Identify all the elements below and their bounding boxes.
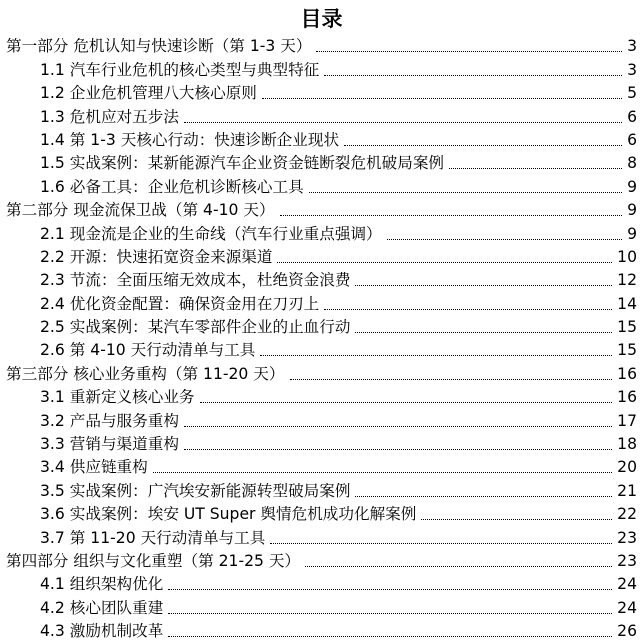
toc-page-number: 5: [627, 84, 637, 103]
toc-page-number: 14: [617, 294, 637, 313]
dot-leader: [305, 566, 612, 567]
dot-leader: [168, 636, 612, 637]
dot-leader: [344, 145, 622, 146]
toc-section-entry[interactable]: [0, 385, 643, 408]
dot-leader: [280, 215, 622, 216]
toc-page-number: 22: [617, 505, 637, 524]
toc-page-number: 9: [627, 177, 637, 196]
toc-entry-title: 2.3 节流：全面压缩无效成本，杜绝资金浪费: [40, 271, 351, 290]
toc-entry-title: 2.2 开源：快速拓宽资金来源渠道: [40, 247, 273, 266]
toc-entry-title: 第一部分 危机认知与快速诊断（第 1-3 天）: [6, 37, 312, 56]
toc-entry-title: 1.4 第 1-3 天核心行动：快速诊断企业现状: [40, 130, 340, 149]
dot-leader: [309, 192, 622, 193]
toc-entry-title: 3.2 产品与服务重构: [40, 411, 179, 430]
dot-leader: [355, 332, 612, 333]
toc-section-entry[interactable]: [0, 174, 643, 197]
dot-leader: [355, 285, 612, 286]
table-of-contents: [0, 34, 643, 642]
toc-entry-title: 2.6 第 4-10 天行动清单与工具: [40, 341, 256, 360]
toc-entry-title: 第三部分 核心业务重构（第 11-20 天）: [6, 364, 285, 383]
toc-entry-title: 1.1 汽车行业危机的核心类型与典型特征: [40, 60, 320, 79]
toc-section-entry[interactable]: [0, 455, 643, 478]
toc-page-number: 3: [627, 37, 637, 56]
toc-page-number: 18: [617, 435, 637, 454]
toc-page-number: 8: [627, 154, 637, 173]
toc-entry-title: 4.1 组织架构优化: [40, 575, 164, 594]
toc-page-number: 21: [617, 481, 637, 500]
toc-page-number: 9: [627, 201, 637, 220]
toc-entry-title: 3.4 供应链重构: [40, 458, 148, 477]
toc-page-number: 6: [627, 107, 637, 126]
toc-section-entry[interactable]: [0, 619, 643, 642]
dot-leader: [200, 402, 612, 403]
toc-entry-title: 1.2 企业危机管理八大核心原则: [40, 84, 257, 103]
toc-page-number: 3: [627, 60, 637, 79]
dot-leader: [449, 168, 622, 169]
toc-page-number: 9: [627, 224, 637, 243]
toc-page-number: 12: [617, 271, 637, 290]
toc-section-entry[interactable]: [0, 338, 643, 361]
toc-entry-title: 2.4 优化资金配置：确保资金用在刀刃上: [40, 294, 320, 313]
toc-section-entry[interactable]: [0, 525, 643, 548]
toc-entry-title: 2.5 实战案例：某汽车零部件企业的止血行动: [40, 318, 351, 337]
toc-page-number: 15: [617, 318, 637, 337]
toc-page-number: 16: [617, 364, 637, 383]
toc-entry-title: 4.3 激励机制改革: [40, 622, 164, 641]
toc-section-entry[interactable]: [0, 595, 643, 618]
toc-part-entry[interactable]: [0, 34, 643, 57]
toc-section-entry[interactable]: [0, 81, 643, 104]
toc-page-number: 6: [627, 130, 637, 149]
toc-section-entry[interactable]: [0, 104, 643, 127]
toc-page-number: 10: [617, 247, 637, 266]
toc-entry-title: 3.6 实战案例：埃安 UT Super 舆情危机成功化解案例: [40, 505, 417, 524]
dot-leader: [316, 51, 622, 52]
dot-leader: [168, 613, 612, 614]
toc-entry-title: 1.3 危机应对五步法: [40, 107, 179, 126]
toc-section-entry[interactable]: [0, 268, 643, 291]
toc-section-entry[interactable]: [0, 478, 643, 501]
dot-leader: [184, 122, 622, 123]
toc-section-entry[interactable]: [0, 408, 643, 431]
dot-leader: [355, 496, 612, 497]
toc-entry-title: 3.1 重新定义核心业务: [40, 388, 195, 407]
toc-entry-title: 3.3 营销与渠道重构: [40, 435, 179, 454]
dot-leader: [277, 262, 612, 263]
toc-page-number: 23: [617, 551, 637, 570]
toc-page-number: 16: [617, 388, 637, 407]
toc-section-entry[interactable]: [0, 502, 643, 525]
toc-entry-title: 3.7 第 11-20 天行动清单与工具: [40, 528, 266, 547]
toc-section-entry[interactable]: [0, 572, 643, 595]
toc-part-entry[interactable]: [0, 361, 643, 384]
toc-page-number: 20: [617, 458, 637, 477]
toc-page-number: 15: [617, 341, 637, 360]
toc-section-entry[interactable]: [0, 221, 643, 244]
dot-leader: [270, 543, 612, 544]
dot-leader: [168, 589, 612, 590]
toc-section-entry[interactable]: [0, 245, 643, 268]
dot-leader: [421, 519, 612, 520]
toc-entry-title: 3.5 实战案例：广汽埃安新能源转型破局案例: [40, 481, 351, 500]
toc-title: 目录: [300, 7, 343, 31]
toc-section-entry[interactable]: [0, 128, 643, 151]
toc-section-entry[interactable]: [0, 291, 643, 314]
toc-entry-title: 第二部分 现金流保卫战（第 4-10 天）: [6, 201, 275, 220]
toc-section-entry[interactable]: [0, 315, 643, 338]
toc-page-number: 24: [617, 575, 637, 594]
toc-entry-title: 4.2 核心团队重建: [40, 598, 164, 617]
toc-section-entry[interactable]: [0, 57, 643, 80]
dot-leader: [324, 309, 612, 310]
toc-entry-title: 1.6 必备工具：企业危机诊断核心工具: [40, 177, 304, 196]
toc-part-entry[interactable]: [0, 549, 643, 572]
toc-entry-title: 1.5 实战案例：某新能源汽车企业资金链断裂危机破局案例: [40, 154, 445, 173]
toc-entry-title: 2.1 现金流是企业的生命线（汽车行业重点强调）: [40, 224, 382, 243]
toc-entry-title: 第四部分 组织与文化重塑（第 21-25 天）: [6, 551, 301, 570]
dot-leader: [153, 472, 612, 473]
toc-page-number: 24: [617, 598, 637, 617]
dot-leader: [262, 98, 622, 99]
toc-section-entry[interactable]: [0, 432, 643, 455]
dot-leader: [260, 355, 612, 356]
dot-leader: [387, 239, 622, 240]
dot-leader: [184, 426, 612, 427]
toc-section-entry[interactable]: [0, 151, 643, 174]
dot-leader: [324, 75, 622, 76]
toc-page-number: 23: [617, 528, 637, 547]
dot-leader: [290, 379, 612, 380]
toc-part-entry[interactable]: [0, 198, 643, 221]
dot-leader: [184, 449, 612, 450]
toc-page-number: 17: [617, 411, 637, 430]
toc-page-number: 26: [617, 622, 637, 641]
